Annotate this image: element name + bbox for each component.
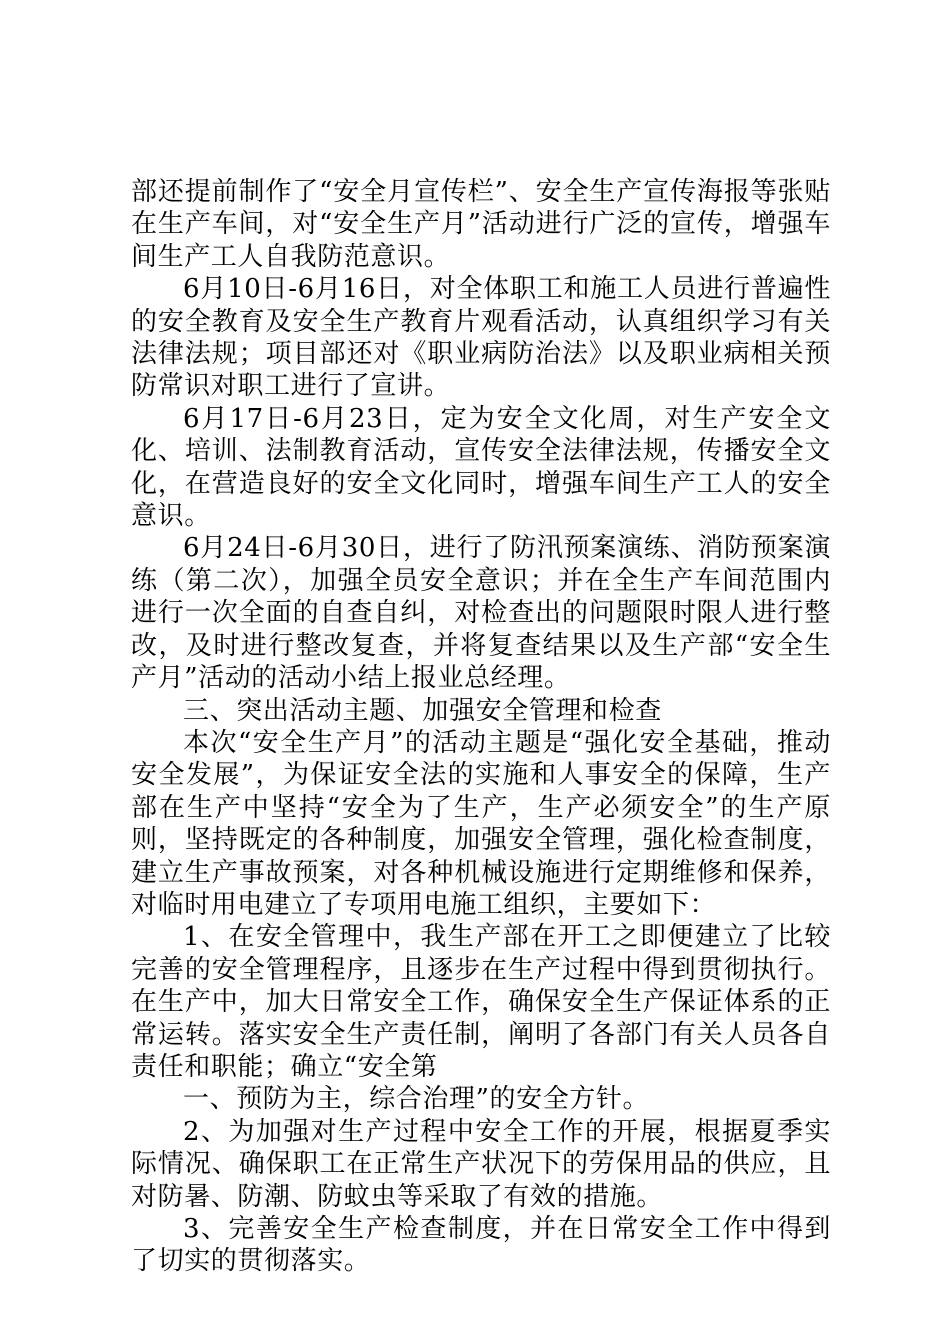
- list-item-1: 1、在安全管理中，我生产部在开工之即便建立了比较完善的安全管理程序，且逐步在生产过程中得到贯彻执行。在生产中，加大日常安全工作，确保安全生产保证体系的正常运转。落实安全生产责任制，阐明了各部门有关人员各自责任和职能；确立“安全第: [131, 922, 831, 1082]
- list-item-3: 3、完善安全生产检查制度，并在日常安全工作中得到了切实的贯彻落实。: [131, 1214, 831, 1277]
- paragraph-3: 6月17日-6月23日，定为安全文化周，对生产安全文化、培训、法制教育活动，宣传安全法律法规，传播安全文化，在营造良好的安全文化同时，增强车间生产工人的安全意识。: [131, 403, 831, 532]
- list-item-2: 2、为加强对生产过程中安全工作的开展，根据夏季实际情况、确保职工在正常生产状况下的劳保用品的供应，且对防暑、防潮、防蚊虫等采取了有效的措施。: [131, 1116, 831, 1212]
- paragraph-2: 6月10日-6月16日，对全体职工和施工人员进行普遍性的安全教育及安全生产教育片观看活动，认真组织学习有关法律法规；项目部还对《职业病防治法》以及职业病相关预防常识对职工进行了宣讲。: [131, 274, 831, 402]
- section-heading: 三、突出活动主题、加强安全管理和检查: [183, 695, 662, 726]
- document-body: [131, 176, 831, 1278]
- paragraph-4: 6月24日-6月30日，进行了防汛预案演练、消防预案演练（第二次），加强全员安全意识；并在全生产车间范围内进行一次全面的自查自纠，对检查出的问题限时限人进行整改，及时进行整改复查，并将复查结果以及生产部“安全生产月”活动的活动小结上报业总经理。: [131, 533, 831, 694]
- paragraph-5: 本次“安全生产月”的活动主题是“强化安全基础，推动安全发展”，为保证安全法的实施和人事安全的保障，生产部在生产中坚持“安全为了生产，生产必须安全”的生产原则，坚持既定的各种制度，加强安全管理，强化检查制度，建立生产事故预案，对各种机械设施进行定期维修和保养，对临时用电建立了专项用电施工组织，主要如下：: [131, 727, 831, 920]
- paragraph-1: 部还提前制作了“安全月宣传栏”、安全生产宣传海报等张贴在生产车间，对“安全生产月”活动进行广泛的宣传，增强车间生产工人自我防范意识。: [131, 177, 831, 272]
- list-item-1-continued: 一、预防为主，综合治理”的安全方针。: [183, 1084, 650, 1115]
